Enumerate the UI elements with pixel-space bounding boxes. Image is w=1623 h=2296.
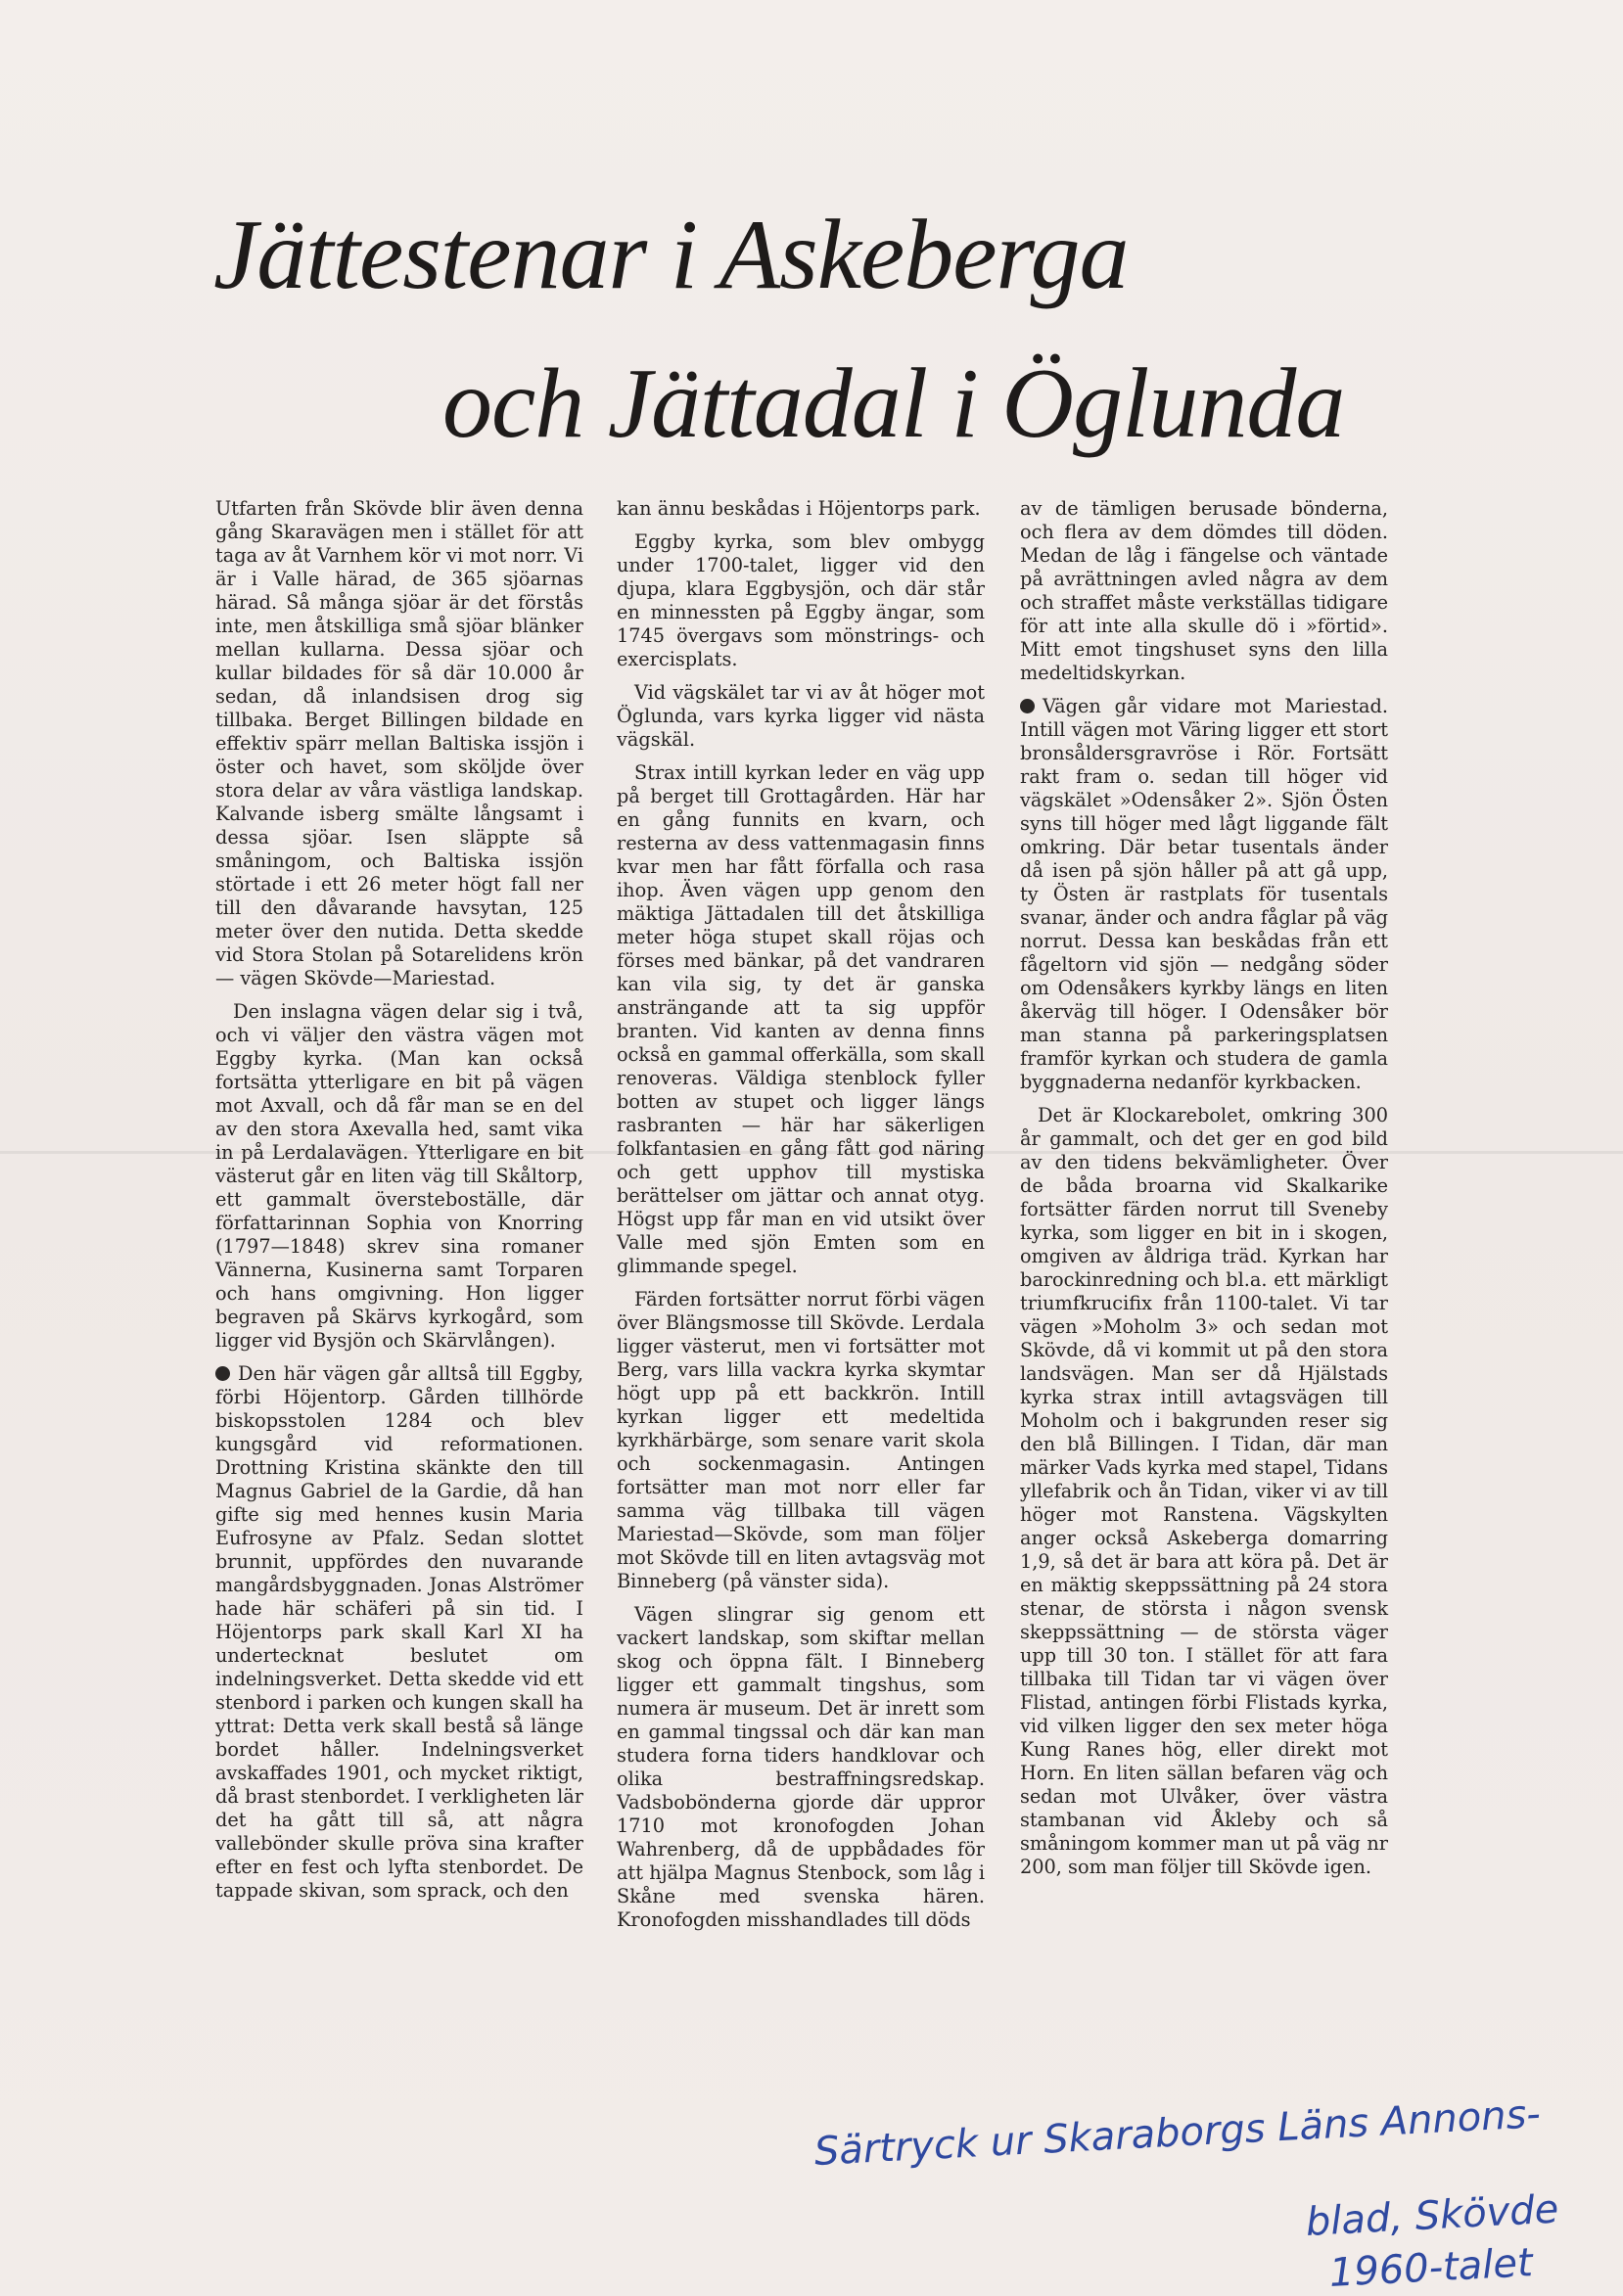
paragraph: Färden fortsätter norrut förbi vägen över Blängsmosse till Skövde. Lerdala ligger västerut, men vi fortsätter mot Berg, vars lilla vackra kyrka skymtar högt upp på ett backkrön. Intill kyrkan ligger ett medeltida kyrkhärbärge, som senare varit skola och sockenmagasin. Antingen fortsätter man mot norr eller far samma väg tillbaka till vägen Mariestad—Skövde, som man följer mot Skövde till en liten avtagsväg mot Binneberg (på vänster sida). [617,1288,985,1592]
headline-line-1: Jättestenar i Askeberga [213,200,1129,310]
paragraph: Vid vägskälet tar vi av åt höger mot Öglunda, vars kyrka ligger vid nästa vägskäl. [617,681,985,751]
paragraph: Utfarten från Skövde blir även denna gång Skaravägen men i stället för att taga av åt Varnhem kör vi mot norr. Vi är i Valle härad, de 365 sjöarnas härad. Så många sjöar är det förstås inte, men åtskilliga små sjöar blänker mellan kullarna. Dessa sjöar och kullar bildades för så där 10.000 år sedan, då inlandsisen drog sig tillbaka. Berget Billingen bildade en effektiv spärr mellan Baltiska issjön i öster och havet, som sköljde över stora delar av våra västliga landskap. Kalvande isberg smälte långsamt i dessa sjöar. Isen släppte så småningom, och Baltiska issjön störtade i ett 26 meter högt fall ner till den dåvarande havsytan, 125 meter över den nutida. Detta skedde vid Stora Stolan på Sotarelidens krön — vägen Skövde—Mariestad. [215,497,583,989]
handwritten-note-line-2: blad, Skövde [1304,2186,1560,2245]
paragraph: Det är Klockarebolet, omkring 300 år gammalt, och det ger en god bild av den tidens bekvämligheter. Över de båda broarna vid Skalkarike fortsätter färden norrut till Sveneby kyrka, som ligger en bit in i skogen, omgiven av åldriga träd. Kyrkan har barockinredning och bl.a. ett märkligt triumfkrucifix från 1100-talet. Vi tar vägen »Moholm 3» och sedan mot Skövde, då vi kommit ut på den stora landsvägen. Man ser då Hjälstads kyrka strax intill avtagsvägen till Moholm och i bakgrunden reser sig den blå Billingen. I Tidan, där man märker Vads kyrka med stapel, Tidans yllefabrik och ån Tidan, viker vi av till höger mot Ranstena. Vägskylten anger också Askeberga domarring 1,9, så det är bara att köra på. Det är en mäktig skeppssättning på 24 stora stenar, de största i någon svensk skeppssättning — de största väger upp till 30 ton. I stället för att fara tillbaka till Tidan tar vi vägen över Flistad, antingen förbi Flistads kyrka, vid vilken ligger den sex meter höga Kung Ranes hög, eller direkt mot Horn. En liten sällan befaren väg och sedan mot Ulvåker, över västra stambanan vid Åkleby och så småningom kommer man ut på väg nr 200, som man följer till Skövde igen. [1020,1104,1388,1878]
article-column-1 [215,497,583,1912]
paragraph: av de tämligen berusade bönderna, och flera av dem dömdes till döden. Medan de låg i fängelse och väntade på avrättningen avled några av dem och straffet måste verkställas tidigare för att inte alla skulle dö i »förtid». Mitt emot tingshuset syns den lilla medeltidskyrkan. [1020,497,1388,684]
paragraph: Vägen går vidare mot Mariestad. Intill vägen mot Väring ligger ett stort bronsåldersgravröse i Rör. Fortsätt rakt fram o. sedan till höger vid vägskälet »Odensåker 2». Sjön Östen syns till höger med lågt liggande fält omkring. Där betar tusentals änder då isen på sjön håller på att gå upp, ty Östen är rastplats för tusentals svanar, änder och andra fåglar på väg norrut. Dessa kan beskådas från ett fågeltorn vid sjön — nedgång söder om Odensåkers kyrkby längs en liten åkerväg till höger. I Odensåker bör man stanna på parkeringsplatsen framför kyrkan och studera de gamla byggnaderna nedanför kyrkbacken. [1020,695,1388,1093]
section-bullet-icon [215,1366,230,1381]
section-bullet-icon [1020,699,1035,713]
article-column-3 [1020,497,1388,1889]
paragraph: Vägen slingrar sig genom ett vackert landskap, som skiftar mellan skog och öppna fält. I Binneberg ligger ett gammalt tingshus, som numera är museum. Det är inrett som en gammal tingssal och där kan man studera forna tiders handklovar och olika bestraffningsredskap. Vadsbobönderna gjorde där uppror 1710 mot kronofogden Johan Wahrenberg, då de uppbådades för att hjälpa Magnus Stenbock, som låg i Skåne med svenska hären. Kronofogden misshandlades till döds [617,1603,985,1931]
headline-line-2: och Jättadal i Öglunda [442,348,1345,459]
handwritten-note-line-3: 1960-talet [1327,2240,1534,2296]
paragraph: Strax intill kyrkan leder en väg upp på berget till Grottagården. Här har en gång funnits en kvarn, och resterna av dess vattenmagasin finns kvar men har fått förfalla och rasa ihop. Även vägen upp genom den mäktiga Jättadalen till det åtskilliga meter höga stupet skall röjas och förses med bänkar, på det vandraren kan vila sig, ty det är ganska ansträngande att ta sig uppför branten. Vid kanten av denna finns också en gammal offerkälla, som skall renoveras. Väldiga stenblock fyller botten av stupet och ligger längs rasbranten — här har säkerligen folkfantasien en gång fått god näring och gett upphov till mystiska berättelser om jättar och annat otyg. Högst upp får man en vid utsikt över Valle med sjön Emten som en glimmande spegel. [617,761,985,1277]
handwritten-note-line-1: Särtryck ur Skaraborgs Läns Annons- [812,2091,1542,2175]
article-column-2 [617,497,985,1942]
paragraph: Den här vägen går alltså till Eggby, förbi Höjentorp. Gården tillhörde biskopsstolen 1284 och blev kungsgård vid reformationen. Drottning Kristina skänkte den till Magnus Gabriel de la Gardie, då han gifte sig med hennes kusin Maria Eufrosyne av Pfalz. Sedan slottet brunnit, uppfördes den nuvarande mangårdsbyggnaden. Jonas Alströmer hade här schäferi på sin tid. I Höjentorps park skall Karl XI ha undertecknat beslutet om indelningsverket. Detta skedde vid ett stenbord i parken och kungen skall ha yttrat: Detta verk skall bestå så länge bordet håller. Indelningsverket avskaffades 1901, och mycket riktigt, då brast stenbordet. I verkligheten lär det ha gått till så, att några vallebönder skulle pröva sina krafter efter en fest och lyfta stenbordet. De tappade skivan, som sprack, och den [215,1362,583,1902]
paragraph: kan ännu beskådas i Höjentorps park. [617,497,981,520]
paragraph: Eggby kyrka, som blev ombygg under 1700-talet, ligger vid den djupa, klara Eggbysjön, och där står en minnessten på Eggby ängar, som 1745 övergavs som mönstrings- och exercisplats. [617,530,985,670]
paragraph: Den inslagna vägen delar sig i två, och vi väljer den västra vägen mot Eggby kyrka. (Man kan också fortsätta ytterligare en bit på vägen mot Axvall, och då får man se en del av den stora Axevalla hed, samt vika in på Lerdalavägen. Ytterligare en bit västerut går en liten väg till Skåltorp, ett gammalt översteboställe, där författarinnan Sophia von Knorring (1797—1848) skrev sina romaner Vännerna, Kusinerna samt Torparen och hans omgivning. Hon ligger begraven på Skärvs kyrkogård, som ligger vid Bysjön och Skärvlången). [215,1000,583,1352]
